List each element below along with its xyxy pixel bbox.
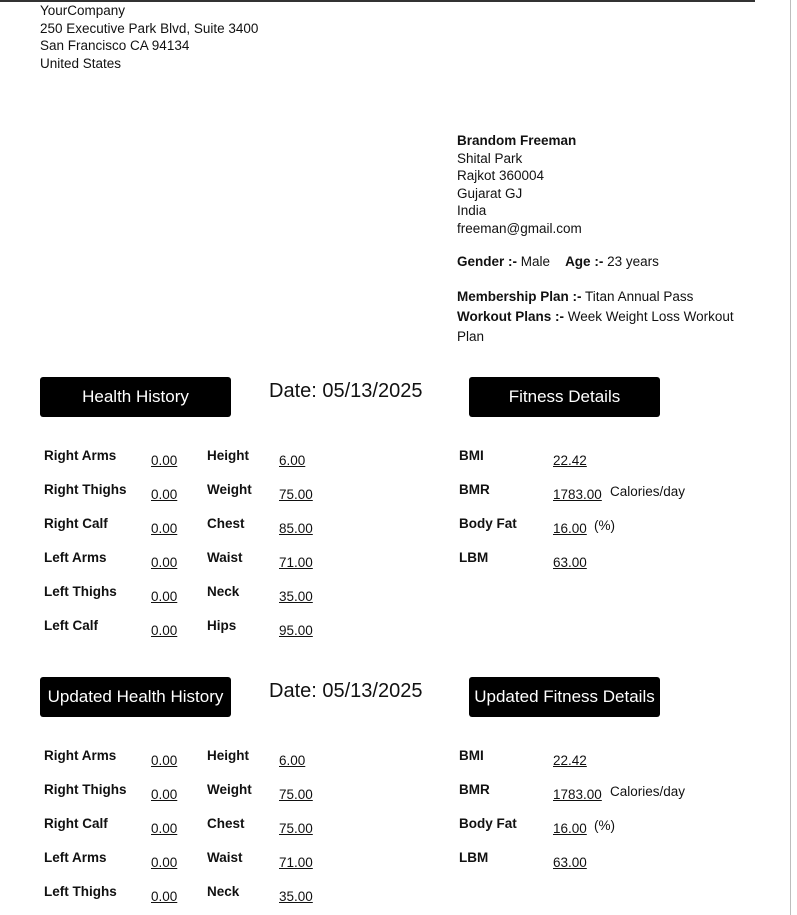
- measurement-value: 0.00: [151, 753, 178, 768]
- measurement-label: Height: [207, 748, 249, 763]
- measurement-label: Right Calf: [44, 516, 108, 531]
- fitness-unit: (%): [594, 818, 615, 833]
- fitness-label: Body Fat: [459, 816, 517, 831]
- fitness-label: Body Fat: [459, 516, 517, 531]
- measurement-value: 35.00: [279, 889, 313, 904]
- fitness-label: BMI: [459, 448, 484, 463]
- fitness-label: LBM: [459, 850, 489, 865]
- measurement-label: Left Arms: [44, 550, 107, 565]
- fitness-unit: Calories/day: [610, 784, 686, 799]
- measurement-label: Right Arms: [44, 748, 117, 763]
- company-address-line2: San Francisco CA 94134: [40, 38, 190, 53]
- section-date: Date: 05/13/2025: [269, 380, 423, 402]
- measurement-value: 75.00: [279, 487, 313, 502]
- gender-value: Male: [520, 254, 551, 269]
- measurement-label: Right Thighs: [44, 482, 127, 497]
- measurement-value: 0.00: [151, 889, 178, 904]
- membership-value: Titan Annual Pass: [585, 288, 694, 304]
- workout-value: Week Weight Loss Workout Plan: [457, 308, 734, 344]
- customer-email: freeman@gmail.com: [457, 220, 582, 236]
- fitness-label: BMR: [459, 482, 490, 497]
- workout-label: Workout Plans :-: [457, 308, 565, 324]
- fitness-value: 16.00: [553, 521, 587, 536]
- company-address-line1: 250 Executive Park Blvd, Suite 3400: [40, 20, 259, 36]
- fitness-value: 1783.00: [553, 787, 602, 802]
- fitness-details-header: Fitness Details: [469, 377, 660, 417]
- measurement-label: Waist: [207, 850, 243, 865]
- measurement-label: Left Arms: [44, 850, 107, 865]
- fitness-value: 63.00: [553, 555, 587, 570]
- measurement-value: 0.00: [151, 453, 178, 468]
- measurement-value: 0.00: [151, 623, 178, 638]
- fitness-value: 16.00: [553, 821, 587, 836]
- measurement-label: Neck: [207, 884, 240, 899]
- measurement-label: Hips: [207, 618, 237, 633]
- measurement-label: Right Arms: [44, 448, 117, 463]
- measurement-value: 85.00: [279, 521, 313, 536]
- health-history-header: Health History: [40, 377, 231, 417]
- customer-block: [457, 132, 757, 347]
- age-label: Age :-: [565, 254, 604, 269]
- age-value: 23 years: [607, 254, 659, 269]
- measurement-label: Weight: [207, 782, 252, 797]
- measurement-label: Right Calf: [44, 816, 108, 831]
- measurement-label: Right Thighs: [44, 782, 127, 797]
- gender-age-line: [457, 253, 757, 271]
- company-country: United States: [40, 55, 122, 71]
- fitness-value: 1783.00: [553, 487, 602, 502]
- company-address-block: [40, 2, 258, 72]
- fitness-value: 22.42: [553, 453, 587, 468]
- health-history-header: Updated Health History: [40, 677, 231, 717]
- measurement-value: 6.00: [279, 753, 306, 768]
- customer-street: Shital Park: [457, 150, 523, 166]
- customer-city-zip: Rajkot 360004: [457, 168, 545, 183]
- measurement-value: 0.00: [151, 521, 178, 536]
- measurement-value: 71.00: [279, 555, 313, 570]
- measurement-label: Left Thighs: [44, 884, 117, 899]
- fitness-value: 22.42: [553, 753, 587, 768]
- measurement-label: Neck: [207, 584, 240, 599]
- measurement-label: Chest: [207, 816, 245, 831]
- section-date: Date: 05/13/2025: [269, 680, 423, 702]
- measurement-value: 71.00: [279, 855, 313, 870]
- measurement-value: 75.00: [279, 821, 313, 836]
- measurement-value: 0.00: [151, 787, 178, 802]
- measurement-value: 75.00: [279, 787, 313, 802]
- fitness-label: BMR: [459, 782, 490, 797]
- measurement-label: Weight: [207, 482, 252, 497]
- measurement-value: 35.00: [279, 589, 313, 604]
- measurement-value: 6.00: [279, 453, 306, 468]
- company-name: YourCompany: [40, 3, 126, 18]
- fitness-label: LBM: [459, 550, 489, 565]
- customer-name: Brandom Freeman: [457, 133, 577, 148]
- measurement-label: Left Thighs: [44, 584, 117, 599]
- fitness-unit: (%): [594, 518, 615, 533]
- fitness-details-header: Updated Fitness Details: [469, 677, 660, 717]
- fitness-label: BMI: [459, 748, 484, 763]
- measurement-value: 0.00: [151, 821, 178, 836]
- fitness-unit: Calories/day: [610, 484, 686, 499]
- plan-block: [457, 287, 757, 347]
- measurement-value: 0.00: [151, 855, 178, 870]
- page-edge: [790, 0, 791, 915]
- measurement-value: 0.00: [151, 487, 178, 502]
- measurement-value: 0.00: [151, 589, 178, 604]
- measurement-label: Height: [207, 448, 249, 463]
- customer-state: Gujarat GJ: [457, 185, 523, 201]
- measurement-value: 95.00: [279, 623, 313, 638]
- measurement-label: Left Calf: [44, 618, 98, 633]
- measurement-label: Waist: [207, 550, 243, 565]
- customer-country: India: [457, 203, 487, 218]
- gender-label: Gender :-: [457, 254, 518, 269]
- measurement-value: 0.00: [151, 555, 178, 570]
- fitness-value: 63.00: [553, 855, 587, 870]
- membership-label: Membership Plan :-: [457, 288, 582, 304]
- measurement-label: Chest: [207, 516, 245, 531]
